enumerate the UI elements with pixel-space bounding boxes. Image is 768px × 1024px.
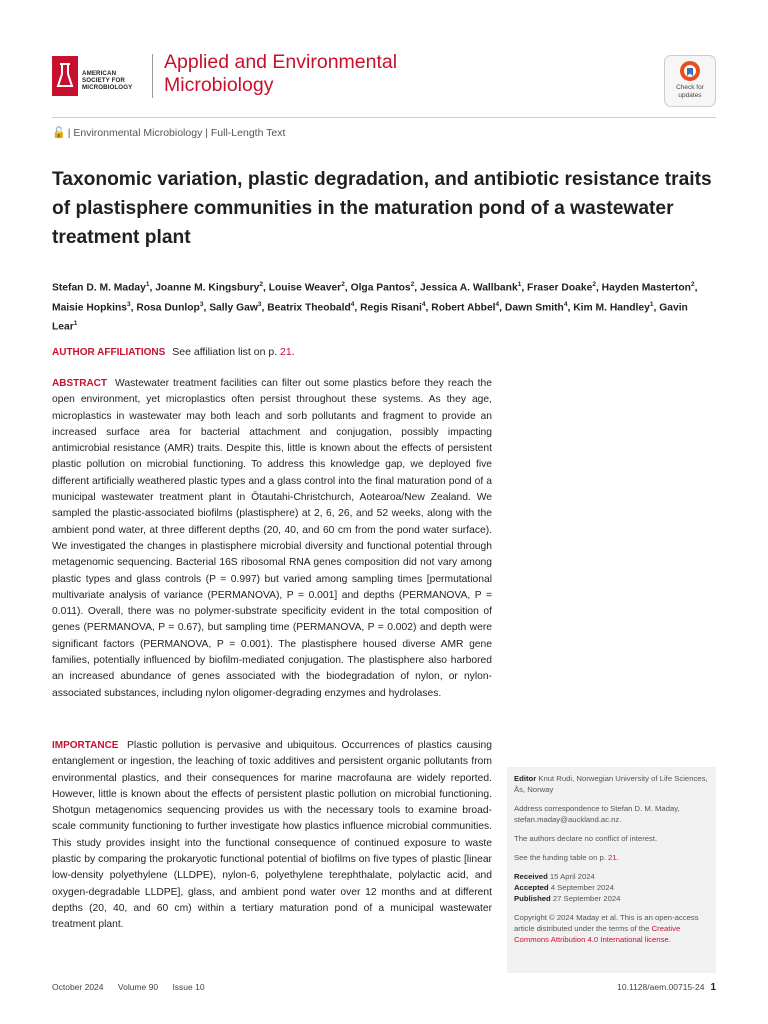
author-name[interactable]: Sally Gaw [209,302,258,314]
abstract-label: ABSTRACT [52,378,107,389]
importance-text: Plastic pollution is pervasive and ubiquitous. Occurrences of plastics causing entanglement or ingestion, the leaching of toxic additives and persistent organic pollutants from environmental plastics, and their consequences for marine macrofauna are widely reported. However, little is known about the effects of persistent plastic pollution on microbial functioning. Shotgun metagenomics sequencing provides us with the necessary tools to examine broad-scale community functioning to further investigate how plastics influence microbial communities. This study provides insight into the functional consequence of continued exposure to waste plastic by comparing the prokaryotic functional potential of biofilms on five types of plastic [linear low-density polyethylene (LLDPE), nylon-6, polyethylene terephthalate, polylactic acid, and oxygen-degradable LLDPE], glass, and ambient pond water over 12 months and at different depths (20, 40, and 60 cm) within a tertiary maturation pond of a municipal wastewater treatment plant. [52,740,492,931]
abstract-text: Wastewater treatment facilities can filter out some plastics before they reach the open environment, yet microplastics often persist throughout these systems. As they age, microplastics in wastewater may both leach and sorb pollutants and fragment to provide an increased surface area for bacterial attachment and conjugation, possibly impacting antimicrobial resistance (AMR) traits. Despite this, little is known about the effects of persistent plastic pollution on microbial functioning. To address this knowledge gap, we deployed five different artificially weathered plastic types and a glass control into the final maturation pond of a municipal wastewater treatment plant in Ōtautahi-Christchurch, Aotearoa/New Zealand. We sampled the plastic-associated biofilms (plastisphere) at 2, 6, 26, and 52 weeks, along with the ambient pond water, at three different depths (20, 40, and 60 cm from the pond water surface). We investigated the changes in plastisphere microbial diversity and functional potential through metagenomic sequencing. Bacterial 16S ribosomal RNA genes composition did not vary among plastic types and glass controls (P = 0.997) but varied among sampling times [permutational multivariate analysis of variance (PERMANOVA), P = 0.001] and depths (PERMANOVA, P = 0.011). Overall, there was no polymer-substrate specificity evident in the total composition of genes (PERMANOVA, P = 0.67), but sampling time (PERMANOVA, P = 0.002) and depth were significant factors (PERMANOVA, P = 0.001). The plastisphere housed diverse AMR gene families, potentially influenced by biofilm-mediated conjugation. The plastisphere also harbored an increased abundance of genes associated with the biodegradation of nylon, or nylon-associated substances, including nylon oligomer-degrading enzymes and hydrolases. [52,378,492,699]
footer-volume: Volume 90 [117,982,159,992]
footer-issue-info [52,982,217,992]
funding-text: See the funding table on p. [514,853,606,862]
funding-page-link[interactable]: 21 [608,853,617,862]
received-value: 15 April 2024 [549,872,595,881]
affiliations-label: AUTHOR AFFILIATIONS [52,347,166,358]
footer-date: October 2024 [52,982,104,992]
publication-dates [514,871,710,904]
accepted-date [514,882,710,893]
author-affiliation-number: 1 [73,320,78,328]
author-name[interactable]: Beatrix Theobald [267,302,351,314]
footer-doi [617,982,716,993]
article-title: Taxonomic variation, plastic degradation, and antibiotic resistance traits of plastisphere communities in the maturation pond of a wastewater treatment plant [52,169,712,248]
author-affiliation-number: 4 [421,300,426,308]
society-line: MICROBIOLOGY [82,84,133,91]
received-date [514,871,710,882]
page-number: 1 [710,982,716,993]
author-name[interactable]: Gavin Lear [52,302,688,333]
author-name[interactable]: Stefan D. M. Maday [52,282,146,294]
doi-text[interactable]: 10.1128/aem.00715-24 [617,982,705,992]
author-affiliation-number: 2 [410,281,415,288]
author-name[interactable]: Rosa Dunlop [136,302,200,314]
journal-title[interactable] [164,51,397,97]
article-info-sidebar [507,767,716,973]
conflict-statement: The authors declare no conflict of interest. [514,834,658,843]
author-name[interactable]: Jessica A. Wallbank [420,282,518,294]
author-name[interactable]: Olga Pantos [350,282,411,294]
author-affiliation-number: 3 [199,300,204,308]
breadcrumb-text: | Environmental Microbiology | Full-Length Text [67,127,286,139]
correspondence: Address correspondence to Stefan D. M. Maday, stefan.maday@auckland.ac.nz. [514,804,680,824]
author-affiliation-number: 1 [649,300,654,308]
author-name[interactable]: Maisie Hopkins [52,302,127,314]
affiliations-text: See affiliation list on p. [172,346,278,358]
header-rule [52,117,716,118]
journal-title-line: Microbiology [164,74,274,96]
badge-label-line: updates [678,91,702,99]
author-affiliation-number: 1 [517,281,522,288]
copyright-notice [514,912,710,945]
editor-info [514,773,710,795]
published-value: 27 September 2024 [552,894,621,903]
copyright-text: Copyright © 2024 Maday et al. This is an open-access article distributed under the terms of the [514,913,699,933]
received-label: Received [514,872,548,881]
published-date [514,893,710,904]
importance-label: IMPORTANCE [52,740,119,751]
author-affiliation-number: 4 [563,300,568,308]
author-name[interactable]: Regis Risani [360,302,422,314]
author-list: Stefan D. M. Maday$^1$, Joanne M. Kingsbury$^2$, Louise Weaver$^2$, Olga Pantos$^2$, Jessica A. Wallbank$^1$, Fraser Doake$^2$, Hayden Masterton$^2$, Maisie Hopkins$^3$, Rosa Dunlop$^3$, Sally Gaw$^3$, Beatrix Theobald$^4$, Regis Risani$^4$, Robert Abbel$^4$, Dawn Smith$^4$, Kim M. Handley$^1$, Gavin Lear$^1$ [52,281,698,333]
importance-section [52,738,492,934]
accepted-value: 4 September 2024 [550,883,615,892]
author-affiliation-number: 2 [259,281,263,288]
author-name[interactable]: Joanne M. Kingsbury [155,282,260,294]
society-line: AMERICAN [82,70,117,77]
author-affiliation-number: 4 [350,300,355,308]
author-affiliation-number: 2 [592,281,596,288]
author-name[interactable]: Louise Weaver [268,282,342,294]
license-link[interactable]: Creative Commons Attribution 4.0 International license. [514,924,681,944]
check-for-updates-badge[interactable] [664,55,716,107]
author-name[interactable]: Fraser Doake [527,282,593,294]
accepted-label: Accepted [514,883,549,892]
open-access-icon: 🔓 [52,127,66,139]
society-name [82,70,132,91]
affiliations-page-link[interactable]: 21 [280,346,292,358]
funding-note: See the funding table on p. 21. [514,853,619,862]
badge-label-line: Check for [676,84,704,91]
author-name[interactable]: Hayden Masterton [601,282,691,294]
author-affiliation-number: 3 [257,300,262,308]
editor-label: Editor [514,774,537,783]
abstract [52,376,492,702]
author-affiliation-number: 1 [145,281,150,288]
breadcrumb [52,126,285,139]
published-label: Published [514,894,551,903]
author-affiliation-number: 2 [690,281,695,288]
author-affiliations: AUTHOR AFFILIATIONS See affiliation list on p. 21. [52,346,295,358]
author-affiliation-number: 2 [341,281,345,288]
author-affiliation-number: 3 [126,300,131,308]
author-affiliation-number: 4 [495,300,500,308]
journal-title-line: Applied and Environmental [164,51,398,73]
header-divider [152,54,153,98]
author-name[interactable]: Robert Abbel [431,302,496,314]
editor-text: Knut Rudi, Norwegian University of Life Sciences, Ås, Norway [514,774,708,794]
society-line: SOCIETY FOR [82,77,125,84]
check-updates-icon [666,57,714,85]
footer-issue: Issue 10 [172,982,205,992]
author-name[interactable]: Kim M. Handley [573,302,650,314]
author-name[interactable]: Dawn Smith [504,302,564,314]
